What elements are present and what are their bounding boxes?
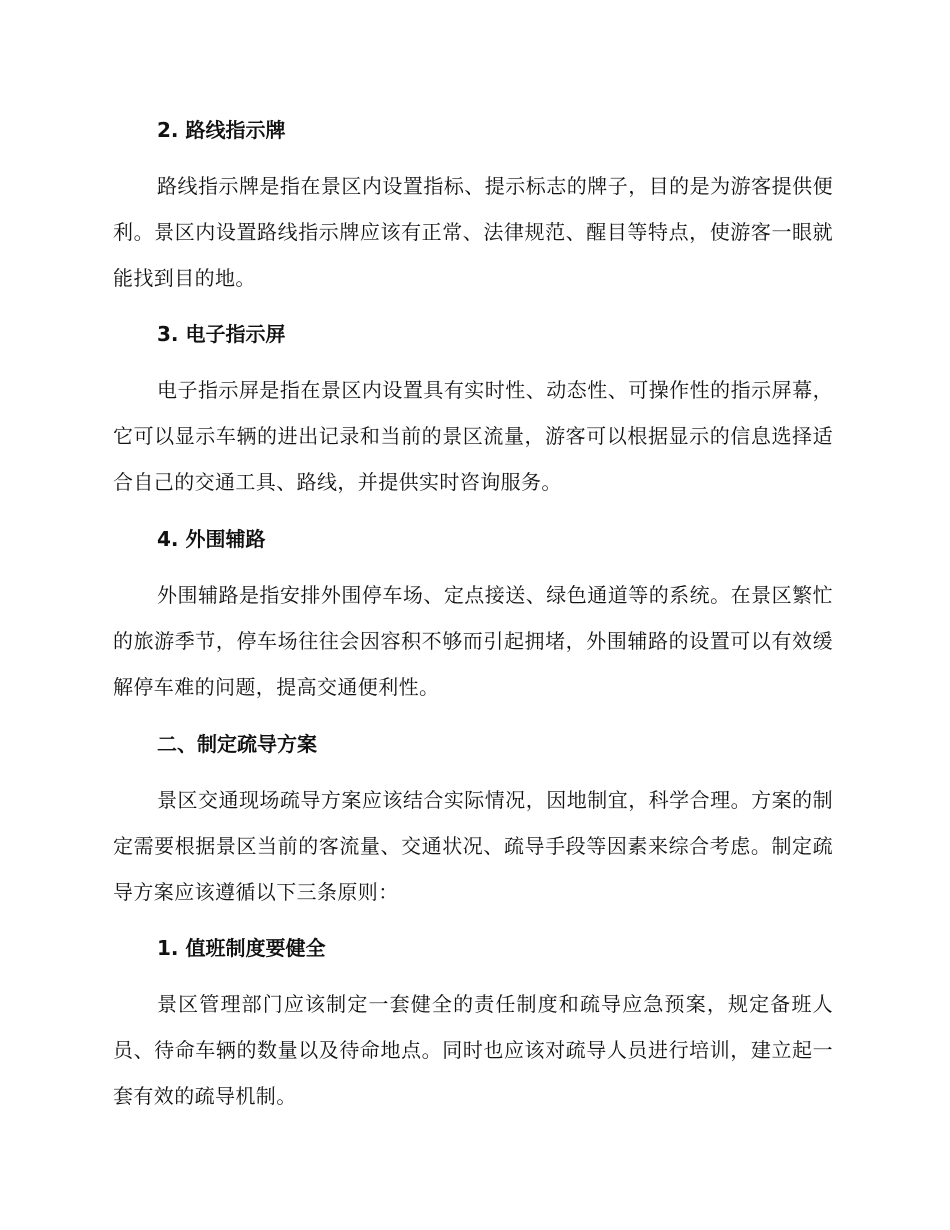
- section-heading-electronic-screen: 3. 电子指示屏: [157, 322, 286, 346]
- section-heading-guidance-plan: 二、制定疏导方案: [157, 732, 317, 756]
- section-paragraph-guidance-plan: 景区交通现场疏导方案应该结合实际情况，因地制宜，科学合理。方案的制定需要根据景区当前的客流量、交通状况、疏导手段等因素来综合考虑。制定疏导方案应该遵循以下三条原则：: [113, 788, 833, 904]
- section-paragraph-peripheral-road: 外围辅路是指安排外围停车场、定点接送、绿色通道等的系统。在景区繁忙的旅游季节，停车场往往会因容积不够而引起拥堵，外围辅路的设置可以有效缓解停车难的问题，提高交通便利性。: [113, 583, 833, 699]
- section-heading-duty-system: 1. 值班制度要健全: [157, 936, 326, 960]
- section-heading-route-signs: 2. 路线指示牌: [157, 118, 286, 142]
- section-paragraph-route-signs: 路线指示牌是指在景区内设置指标、提示标志的牌子，目的是为游客提供便利。景区内设置路线指示牌应该有正常、法律规范、醒目等特点，使游客一眼就能找到目的地。: [113, 174, 833, 290]
- section-paragraph-duty-system: 景区管理部门应该制定一套健全的责任制度和疏导应急预案，规定备班人员、待命车辆的数量以及待命地点。同时也应该对疏导人员进行培训，建立起一套有效的疏导机制。: [113, 992, 833, 1108]
- section-paragraph-electronic-screen: 电子指示屏是指在景区内设置具有实时性、动态性、可操作性的指示屏幕，它可以显示车辆的进出记录和当前的景区流量，游客可以根据显示的信息选择适合自己的交通工具、路线，并提供实时咨询服务。: [113, 378, 833, 494]
- section-heading-peripheral-road: 4. 外围辅路: [157, 527, 266, 551]
